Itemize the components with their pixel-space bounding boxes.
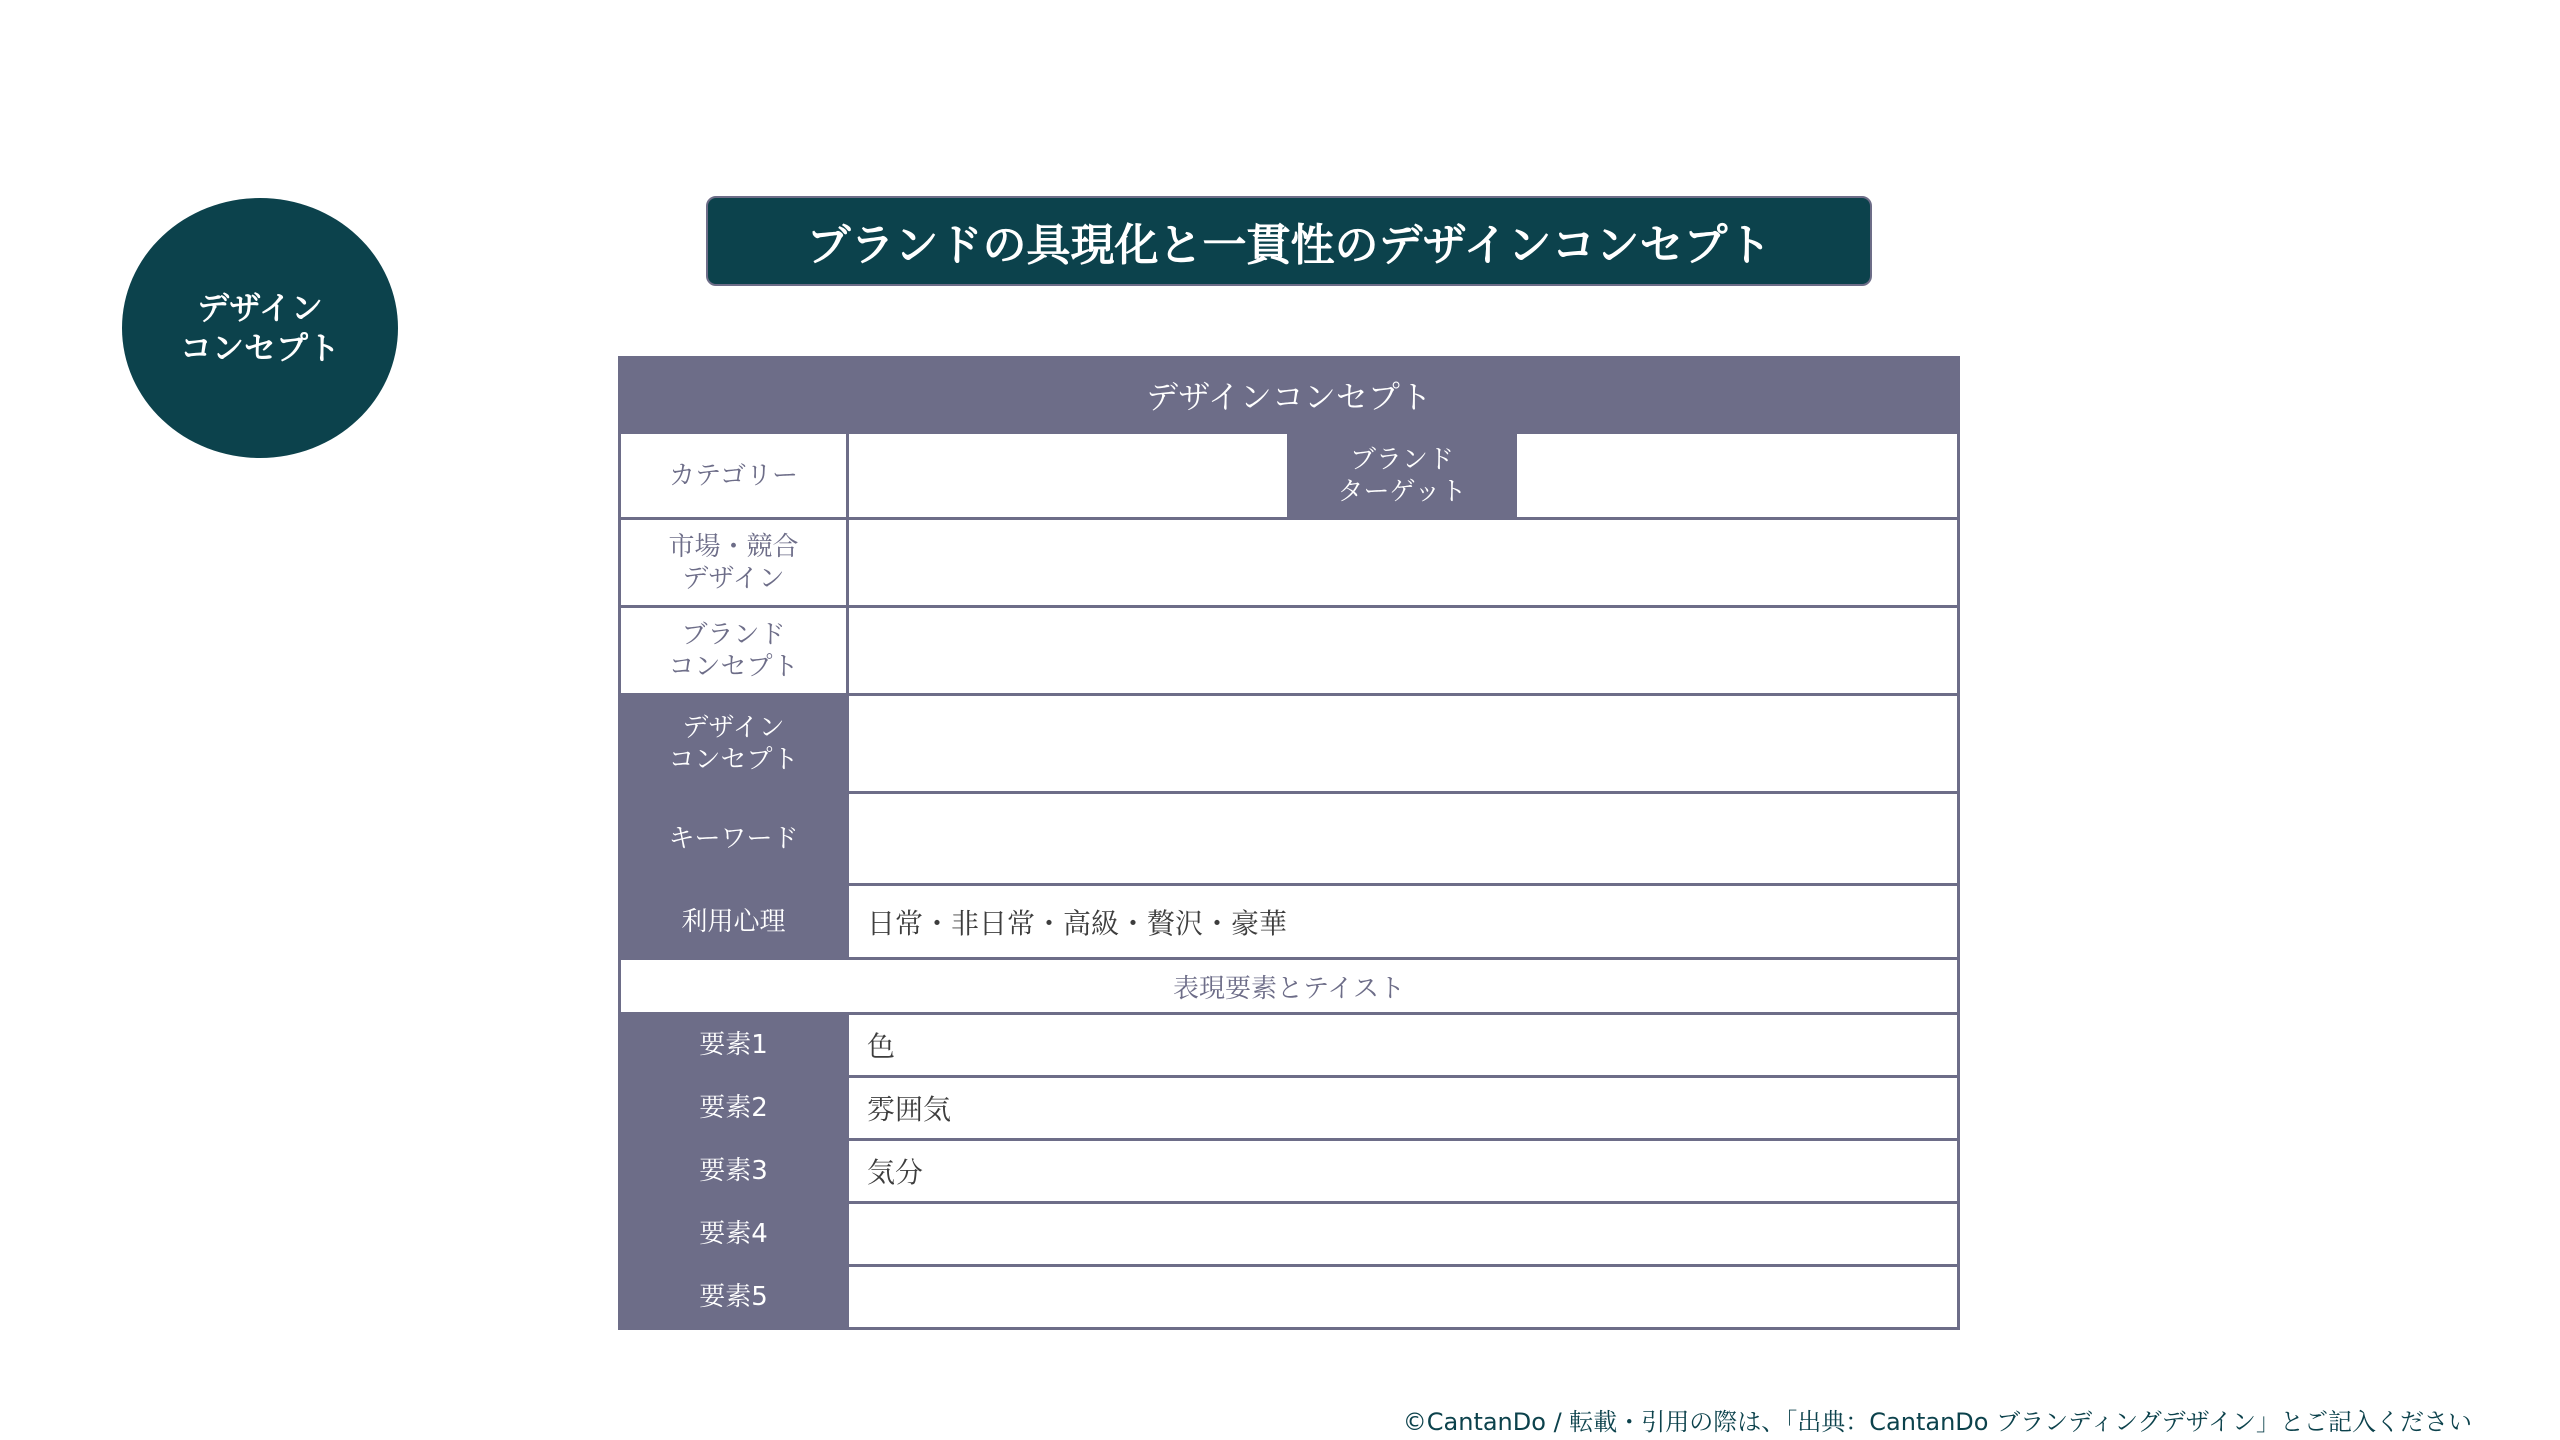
category-label: カテゴリー: [621, 434, 849, 517]
brand-concept-value[interactable]: [849, 608, 1957, 693]
expression-section-title: 表現要素とテイスト: [621, 957, 1957, 1012]
usage-psychology-label: 利用心理: [621, 886, 849, 957]
row-element-3: [621, 1138, 1957, 1201]
element-1-label: 要素1: [621, 1015, 849, 1075]
element-2-label: 要素2: [621, 1078, 849, 1138]
usage-psychology-value[interactable]: 日常・非日常・高級・贅沢・豪華: [849, 886, 1957, 957]
element-2-value[interactable]: 雰囲気: [849, 1078, 1957, 1138]
element-5-label: 要素5: [621, 1267, 849, 1327]
keyword-value[interactable]: [849, 794, 1957, 883]
element-4-label: 要素4: [621, 1204, 849, 1264]
element-5-value[interactable]: [849, 1267, 1957, 1327]
sheet-header: デザインコンセプト: [621, 359, 1957, 431]
copyright-footer: ©CantanDo / 転載・引用の際は、「出典：CantanDo ブランディングデザイン」とご記入ください: [1402, 1408, 2472, 1436]
element-4-value[interactable]: [849, 1204, 1957, 1264]
element-3-label: 要素3: [621, 1141, 849, 1201]
section-badge: デザイン コンセプト: [122, 198, 398, 458]
design-concept-label: デザイン コンセプト: [621, 696, 849, 791]
market-design-label: 市場・競合 デザイン: [621, 520, 849, 605]
row-element-5: [621, 1264, 1957, 1327]
element-1-value[interactable]: 色: [849, 1015, 1957, 1075]
page-title: ブランドの具現化と一貫性のデザインコンセプト: [706, 196, 1872, 286]
row-market-design: [621, 517, 1957, 605]
market-design-value[interactable]: [849, 520, 1957, 605]
design-concept-sheet: [618, 356, 1960, 1330]
row-element-1: [621, 1012, 1957, 1075]
row-design-concept: [621, 693, 1957, 791]
row-element-2: [621, 1075, 1957, 1138]
row-usage-psychology: [621, 883, 1957, 957]
brand-target-label: ブランド ターゲット: [1287, 434, 1517, 517]
row-keyword: [621, 791, 1957, 883]
keyword-label: キーワード: [621, 794, 849, 883]
brand-concept-label: ブランド コンセプト: [621, 608, 849, 693]
element-3-value[interactable]: 気分: [849, 1141, 1957, 1201]
row-category: [621, 431, 1957, 517]
row-brand-concept: [621, 605, 1957, 693]
category-value-cell[interactable]: [849, 434, 1957, 517]
design-concept-value[interactable]: [849, 696, 1957, 791]
row-element-4: [621, 1201, 1957, 1264]
